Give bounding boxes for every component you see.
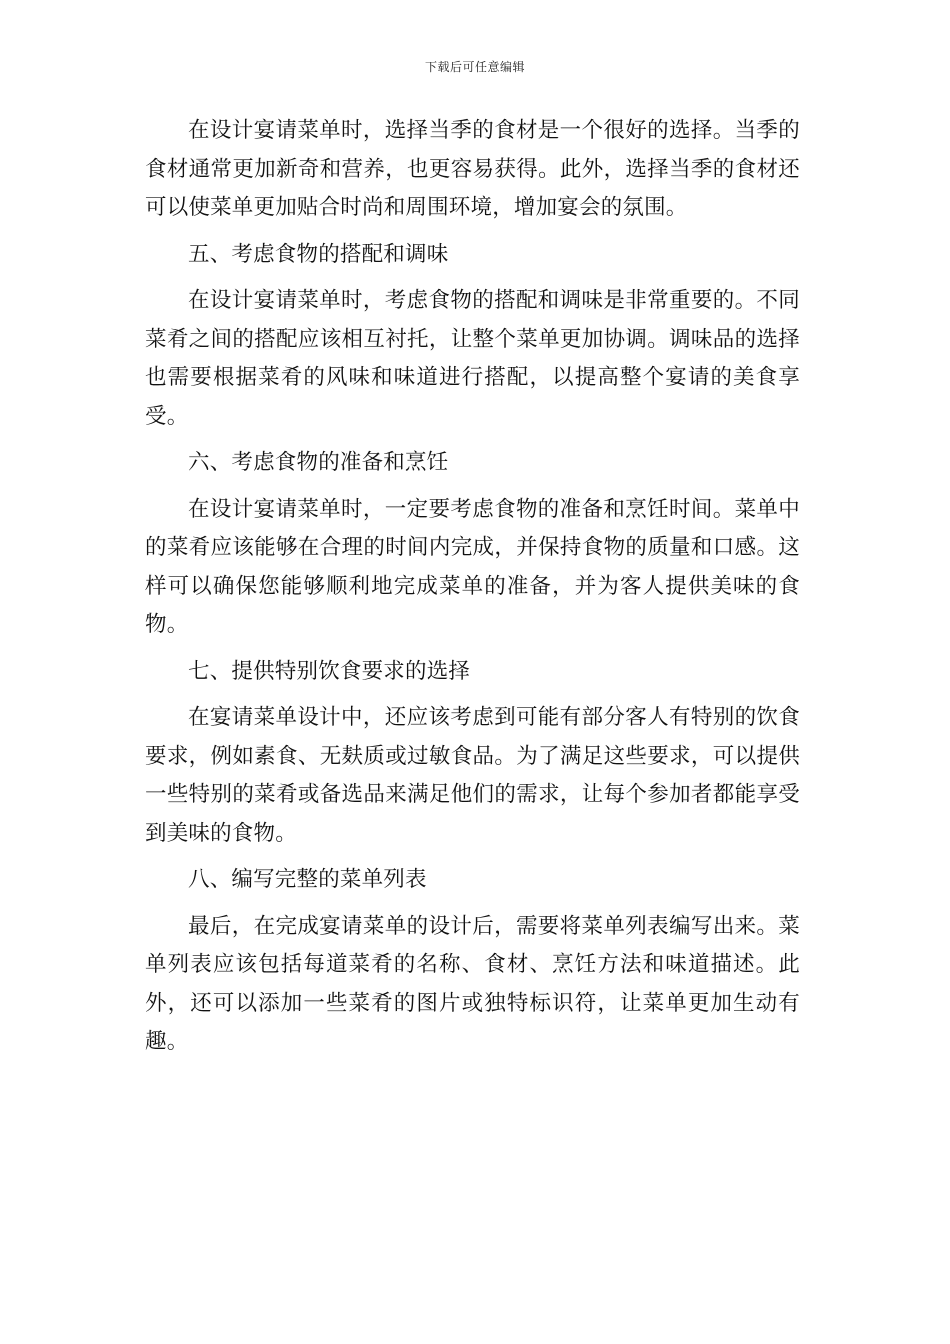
section-heading-7: 七、提供特别饮食要求的选择 [188, 658, 471, 684]
paragraph-seasonal-ingredients: 在设计宴请菜单时，选择当季的食材是一个很好的选择。当季的食材通常更加新奇和营养，也更容易获得。此外，选择当季的食材还可以使菜单更加贴合时尚和周围环境，增加宴会的氛围。 [145, 118, 800, 220]
header-note: 下载后可任意编辑 [424, 60, 525, 74]
paragraph-pairing-seasoning: 在设计宴请菜单时，考虑食物的搭配和调味是非常重要的。不同菜肴之间的搭配应该相互衬托，让整个菜单更加协调。调味品的选择也需要根据菜肴的风味和味道进行搭配，以提高整个宴请的美食享受。 [145, 288, 800, 429]
section-heading-5: 五、考虑食物的搭配和调味 [188, 241, 449, 267]
paragraph-preparation-cooking: 在设计宴请菜单时，一定要考虑食物的准备和烹饪时间。菜单中的菜肴应该能够在合理的时间内完成，并保持食物的质量和口感。这样可以确保您能够顺利地完成菜单的准备，并为客人提供美味的食物。 [145, 496, 800, 637]
document-body [145, 112, 800, 1062]
paragraph-menu-list: 最后，在完成宴请菜单的设计后，需要将菜单列表编写出来。菜单列表应该包括每道菜肴的名称、食材、烹饪方法和味道描述。此外，还可以添加一些菜肴的图片或独特标识符，让菜单更加生动有趣。 [145, 913, 800, 1054]
section-heading-8: 八、编写完整的菜单列表 [188, 867, 427, 892]
section-heading-6: 六、考虑食物的准备和烹饪 [188, 450, 449, 475]
paragraph-special-diets: 在宴请菜单设计中，还应该考虑到可能有部分客人有特别的饮食要求，例如素食、无麸质或过敏食品。为了满足这些要求，可以提供一些特别的菜肴或备选品来满足他们的需求，让每个参加者都能享受到美味的食物。 [145, 705, 800, 846]
